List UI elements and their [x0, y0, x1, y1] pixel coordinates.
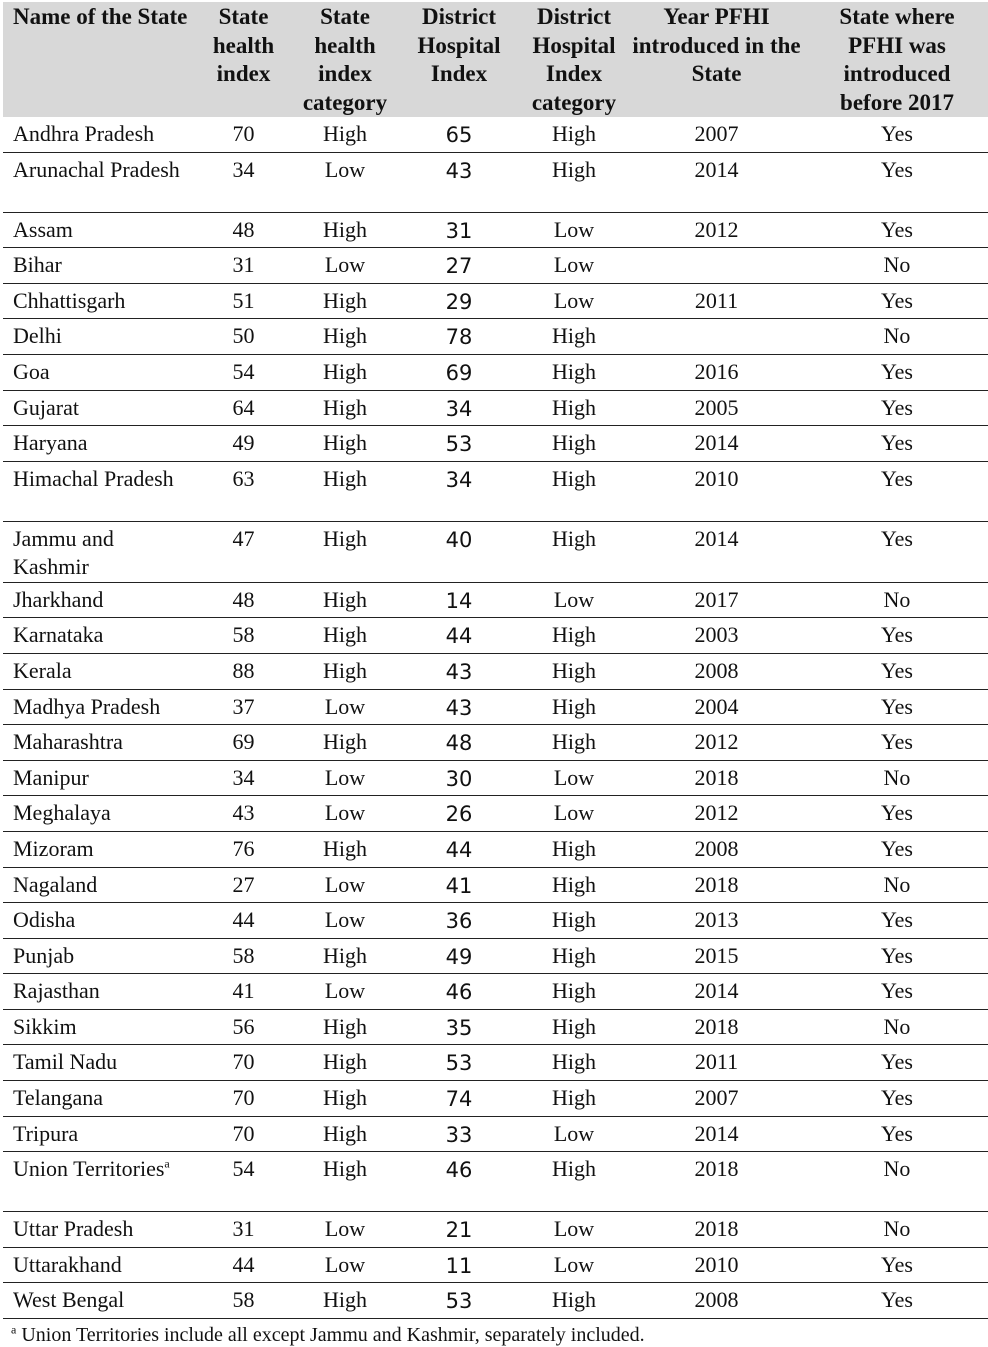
cell-year-pfhi-introduced: 2007 [627, 1081, 806, 1117]
cell-district-hospital-index: 40 [397, 521, 521, 582]
cell-district-hospital-index: 34 [397, 461, 521, 521]
cell-district-hospital-index-category: High [521, 390, 627, 426]
cell-state-health-index-category: Low [293, 1212, 397, 1248]
cell-state-health-index-category: High [293, 354, 397, 390]
cell-pfhi-before-2017: Yes [806, 354, 988, 390]
cell-state-name [3, 618, 194, 654]
state-name-text: West Bengal [13, 1287, 125, 1313]
table-row [3, 1152, 988, 1212]
state-name-text: Haryana [13, 430, 88, 456]
cell-state-health-index: 41 [194, 974, 293, 1010]
table-row [3, 390, 988, 426]
cell-district-hospital-index-category: High [521, 426, 627, 462]
cell-state-name [3, 1045, 194, 1081]
state-name-text: Uttar Pradesh [13, 1216, 134, 1242]
state-name-text: Jammu and Kashmir [13, 525, 114, 579]
cell-state-health-index: 64 [194, 390, 293, 426]
cell-pfhi-before-2017: Yes [806, 903, 988, 939]
state-name-text: Bihar [13, 252, 62, 278]
cell-state-health-index-category: High [293, 426, 397, 462]
cell-pfhi-before-2017: Yes [806, 521, 988, 582]
cell-district-hospital-index: 65 [397, 117, 521, 152]
cell-pfhi-before-2017: Yes [806, 653, 988, 689]
cell-district-hospital-index-category: High [521, 461, 627, 521]
cell-year-pfhi-introduced: 2012 [627, 725, 806, 761]
cell-state-name [3, 1081, 194, 1117]
cell-state-health-index-category: High [293, 938, 397, 974]
cell-district-hospital-index-category: High [521, 974, 627, 1010]
cell-pfhi-before-2017: Yes [806, 1045, 988, 1081]
cell-state-name [3, 938, 194, 974]
cell-year-pfhi-introduced: 2008 [627, 653, 806, 689]
cell-district-hospital-index: 21 [397, 1212, 521, 1248]
cell-district-hospital-index: 41 [397, 867, 521, 903]
cell-state-health-index-category: High [293, 1081, 397, 1117]
cell-pfhi-before-2017: Yes [806, 117, 988, 152]
cell-pfhi-before-2017: Yes [806, 938, 988, 974]
cell-pfhi-before-2017: Yes [806, 461, 988, 521]
header-district-hospital-index: District Hospital Index [397, 2, 521, 117]
cell-pfhi-before-2017: Yes [806, 1081, 988, 1117]
cell-district-hospital-index: 36 [397, 903, 521, 939]
table-row [3, 974, 988, 1010]
cell-district-hospital-index: 74 [397, 1081, 521, 1117]
cell-pfhi-before-2017: No [806, 319, 988, 355]
table-row [3, 248, 988, 284]
cell-state-name [3, 1247, 194, 1283]
cell-state-health-index-category: High [293, 1283, 397, 1319]
cell-state-name [3, 354, 194, 390]
cell-state-name [3, 1152, 194, 1212]
document [3, 2, 988, 1347]
cell-state-health-index-category: High [293, 319, 397, 355]
cell-state-health-index-category: Low [293, 248, 397, 284]
cell-district-hospital-index-category: High [521, 903, 627, 939]
cell-state-health-index: 34 [194, 760, 293, 796]
cell-state-health-index: 58 [194, 618, 293, 654]
state-name-text: Telangana [13, 1085, 104, 1111]
cell-year-pfhi-introduced: 2007 [627, 117, 806, 152]
table-row [3, 725, 988, 761]
cell-pfhi-before-2017: Yes [806, 426, 988, 462]
cell-year-pfhi-introduced [627, 248, 806, 284]
cell-state-health-index-category: High [293, 390, 397, 426]
table-row [3, 319, 988, 355]
header-district-hospital-index-category: District Hospital Index category [521, 2, 627, 117]
cell-pfhi-before-2017: Yes [806, 796, 988, 832]
cell-district-hospital-index: 30 [397, 760, 521, 796]
cell-year-pfhi-introduced: 2011 [627, 283, 806, 319]
cell-district-hospital-index: 46 [397, 1152, 521, 1212]
cell-pfhi-before-2017: No [806, 248, 988, 284]
table-row [3, 618, 988, 654]
table-row [3, 689, 988, 725]
cell-district-hospital-index-category: High [521, 1152, 627, 1212]
cell-state-name [3, 390, 194, 426]
cell-pfhi-before-2017: Yes [806, 974, 988, 1010]
state-name-text: Mizoram [13, 835, 94, 861]
cell-state-health-index: 70 [194, 1081, 293, 1117]
cell-year-pfhi-introduced: 2016 [627, 354, 806, 390]
cell-year-pfhi-introduced: 2018 [627, 1212, 806, 1248]
cell-pfhi-before-2017: Yes [806, 1283, 988, 1319]
cell-state-health-index-category: Low [293, 974, 397, 1010]
cell-district-hospital-index-category: Low [521, 796, 627, 832]
cell-district-hospital-index: 53 [397, 1045, 521, 1081]
table-row [3, 1247, 988, 1283]
cell-year-pfhi-introduced: 2004 [627, 689, 806, 725]
table-row [3, 760, 988, 796]
cell-year-pfhi-introduced: 2014 [627, 521, 806, 582]
cell-pfhi-before-2017: Yes [806, 283, 988, 319]
cell-pfhi-before-2017: Yes [806, 152, 988, 212]
state-name-text: Kerala [13, 657, 72, 683]
cell-district-hospital-index-category: High [521, 1045, 627, 1081]
cell-state-name [3, 796, 194, 832]
state-name-text: Punjab [13, 942, 75, 968]
table-row [3, 212, 988, 248]
header-row [3, 2, 988, 117]
state-name-text: Tripura [13, 1120, 79, 1146]
cell-state-health-index-category: High [293, 283, 397, 319]
cell-state-health-index: 48 [194, 582, 293, 618]
cell-year-pfhi-introduced: 2008 [627, 831, 806, 867]
cell-state-name [3, 1212, 194, 1248]
cell-district-hospital-index: 78 [397, 319, 521, 355]
cell-district-hospital-index-category: High [521, 725, 627, 761]
state-name-text: Union Territories [13, 1156, 165, 1182]
cell-year-pfhi-introduced: 2013 [627, 903, 806, 939]
cell-state-health-index-category: High [293, 618, 397, 654]
cell-district-hospital-index-category: High [521, 1009, 627, 1045]
cell-district-hospital-index: 49 [397, 938, 521, 974]
cell-state-name [3, 117, 194, 152]
cell-state-name [3, 1009, 194, 1045]
cell-state-health-index: 70 [194, 117, 293, 152]
cell-state-health-index-category: Low [293, 689, 397, 725]
cell-year-pfhi-introduced: 2015 [627, 938, 806, 974]
cell-district-hospital-index: 44 [397, 831, 521, 867]
header-pfhi-before-2017: State where PFHI was introduced before 2017 [806, 2, 988, 117]
cell-district-hospital-index-category: High [521, 152, 627, 212]
header-state-name: Name of the State [3, 2, 194, 117]
cell-state-health-index-category: High [293, 653, 397, 689]
cell-state-health-index: 27 [194, 867, 293, 903]
cell-state-name [3, 426, 194, 462]
table-row [3, 283, 988, 319]
cell-state-name [3, 212, 194, 248]
state-name-text: Chhattisgarh [13, 287, 126, 313]
table-row [3, 461, 988, 521]
cell-state-health-index-category: High [293, 1116, 397, 1152]
state-name-text: Gujarat [13, 394, 79, 420]
table-row [3, 582, 988, 618]
cell-state-health-index: 56 [194, 1009, 293, 1045]
state-name-text: Maharashtra [13, 729, 123, 755]
header-state-health-index: State health index [194, 2, 293, 117]
cell-district-hospital-index: 53 [397, 426, 521, 462]
cell-state-name [3, 1283, 194, 1319]
cell-district-hospital-index: 43 [397, 653, 521, 689]
cell-pfhi-before-2017: Yes [806, 1247, 988, 1283]
cell-pfhi-before-2017: Yes [806, 212, 988, 248]
footnote [3, 1319, 988, 1347]
cell-district-hospital-index: 26 [397, 796, 521, 832]
cell-year-pfhi-introduced: 2018 [627, 867, 806, 903]
cell-state-health-index-category: High [293, 582, 397, 618]
cell-year-pfhi-introduced: 2012 [627, 796, 806, 832]
cell-state-health-index-category: Low [293, 1247, 397, 1283]
cell-state-health-index-category: High [293, 521, 397, 582]
table-row [3, 117, 988, 152]
cell-state-health-index: 31 [194, 1212, 293, 1248]
cell-state-health-index: 63 [194, 461, 293, 521]
cell-district-hospital-index-category: High [521, 1081, 627, 1117]
cell-state-name [3, 974, 194, 1010]
cell-state-health-index-category: High [293, 831, 397, 867]
cell-district-hospital-index-category: High [521, 319, 627, 355]
cell-state-health-index: 34 [194, 152, 293, 212]
cell-district-hospital-index: 69 [397, 354, 521, 390]
cell-state-name [3, 319, 194, 355]
cell-district-hospital-index-category: Low [521, 283, 627, 319]
state-name-text: Jharkhand [13, 586, 104, 612]
cell-district-hospital-index: 34 [397, 390, 521, 426]
cell-state-health-index: 54 [194, 1152, 293, 1212]
cell-state-health-index: 70 [194, 1116, 293, 1152]
cell-state-name [3, 689, 194, 725]
cell-state-health-index-category: High [293, 1045, 397, 1081]
cell-pfhi-before-2017: No [806, 1152, 988, 1212]
cell-state-health-index-category: Low [293, 867, 397, 903]
cell-district-hospital-index-category: High [521, 831, 627, 867]
cell-state-name [3, 521, 194, 582]
cell-state-name [3, 283, 194, 319]
cell-district-hospital-index: 48 [397, 725, 521, 761]
cell-state-name [3, 461, 194, 521]
table-row [3, 796, 988, 832]
cell-district-hospital-index-category: High [521, 867, 627, 903]
cell-pfhi-before-2017: No [806, 760, 988, 796]
cell-district-hospital-index: 31 [397, 212, 521, 248]
cell-district-hospital-index-category: Low [521, 760, 627, 796]
table-row [3, 426, 988, 462]
cell-state-name [3, 903, 194, 939]
cell-year-pfhi-introduced: 2012 [627, 212, 806, 248]
cell-year-pfhi-introduced: 2014 [627, 974, 806, 1010]
cell-state-name [3, 582, 194, 618]
cell-state-health-index: 44 [194, 903, 293, 939]
cell-state-name [3, 248, 194, 284]
header-state-health-index-category: State health index category [293, 2, 397, 117]
state-name-text: Himachal Pradesh [13, 465, 174, 491]
cell-state-health-index-category: High [293, 725, 397, 761]
state-name-text: Arunachal Pradesh [13, 156, 180, 182]
cell-state-health-index: 51 [194, 283, 293, 319]
state-name-text: Rajasthan [13, 978, 100, 1004]
cell-district-hospital-index-category: Low [521, 1116, 627, 1152]
cell-state-health-index: 70 [194, 1045, 293, 1081]
footnote-text: Union Territories include all except Jammu and Kashmir, separately included. [16, 1324, 645, 1347]
cell-state-name [3, 1116, 194, 1152]
cell-state-health-index-category: Low [293, 796, 397, 832]
footnote-reference: a [164, 1156, 170, 1171]
cell-pfhi-before-2017: Yes [806, 831, 988, 867]
table-row [3, 938, 988, 974]
state-name-text: Karnataka [13, 622, 104, 648]
cell-state-name [3, 831, 194, 867]
cell-state-health-index: 43 [194, 796, 293, 832]
cell-district-hospital-index: 27 [397, 248, 521, 284]
cell-district-hospital-index-category: Low [521, 1212, 627, 1248]
state-name-text: Manipur [13, 764, 89, 790]
cell-state-health-index-category: High [293, 117, 397, 152]
cell-pfhi-before-2017: Yes [806, 689, 988, 725]
cell-pfhi-before-2017: No [806, 1009, 988, 1045]
cell-state-health-index-category: High [293, 1009, 397, 1045]
cell-state-name [3, 867, 194, 903]
footnote-marker: a [11, 1322, 17, 1337]
cell-pfhi-before-2017: No [806, 867, 988, 903]
cell-district-hospital-index-category: Low [521, 582, 627, 618]
cell-state-health-index: 76 [194, 831, 293, 867]
table-row [3, 1045, 988, 1081]
header-year-pfhi-introduced: Year PFHI introduced in the State [627, 2, 806, 117]
cell-year-pfhi-introduced [627, 319, 806, 355]
cell-year-pfhi-introduced: 2003 [627, 618, 806, 654]
state-name-text: Sikkim [13, 1013, 77, 1039]
cell-year-pfhi-introduced: 2014 [627, 426, 806, 462]
cell-year-pfhi-introduced: 2010 [627, 461, 806, 521]
cell-district-hospital-index-category: Low [521, 248, 627, 284]
pfhi-table [3, 2, 988, 1319]
state-name-text: Delhi [13, 323, 62, 349]
cell-state-health-index: 50 [194, 319, 293, 355]
cell-state-health-index: 47 [194, 521, 293, 582]
cell-district-hospital-index: 29 [397, 283, 521, 319]
cell-year-pfhi-introduced: 2017 [627, 582, 806, 618]
cell-year-pfhi-introduced: 2010 [627, 1247, 806, 1283]
cell-pfhi-before-2017: Yes [806, 725, 988, 761]
table-row [3, 831, 988, 867]
cell-district-hospital-index: 33 [397, 1116, 521, 1152]
cell-state-health-index: 48 [194, 212, 293, 248]
cell-district-hospital-index-category: High [521, 1283, 627, 1319]
state-name-text: Goa [13, 358, 50, 384]
table-row [3, 1212, 988, 1248]
cell-state-health-index-category: Low [293, 760, 397, 796]
cell-year-pfhi-introduced: 2018 [627, 1152, 806, 1212]
cell-year-pfhi-introduced: 2018 [627, 1009, 806, 1045]
cell-district-hospital-index: 43 [397, 152, 521, 212]
state-name-text: Odisha [13, 907, 76, 933]
cell-district-hospital-index-category: Low [521, 1247, 627, 1283]
cell-year-pfhi-introduced: 2008 [627, 1283, 806, 1319]
cell-state-health-index: 88 [194, 653, 293, 689]
table-row [3, 1283, 988, 1319]
table-row [3, 152, 988, 212]
state-name-text: Madhya Pradesh [13, 693, 161, 719]
cell-district-hospital-index-category: High [521, 653, 627, 689]
cell-state-name [3, 760, 194, 796]
cell-district-hospital-index: 46 [397, 974, 521, 1010]
cell-district-hospital-index-category: High [521, 354, 627, 390]
cell-district-hospital-index: 11 [397, 1247, 521, 1283]
state-name-text: Tamil Nadu [13, 1049, 118, 1075]
cell-state-name [3, 152, 194, 212]
cell-state-health-index: 58 [194, 1283, 293, 1319]
cell-state-name [3, 725, 194, 761]
cell-state-health-index: 31 [194, 248, 293, 284]
table-body [3, 117, 988, 1319]
state-name-text: Andhra Pradesh [13, 121, 155, 146]
cell-state-health-index-category: Low [293, 152, 397, 212]
cell-state-health-index: 54 [194, 354, 293, 390]
cell-year-pfhi-introduced: 2005 [627, 390, 806, 426]
cell-district-hospital-index-category: High [521, 618, 627, 654]
cell-year-pfhi-introduced: 2011 [627, 1045, 806, 1081]
cell-pfhi-before-2017: Yes [806, 390, 988, 426]
cell-pfhi-before-2017: Yes [806, 1116, 988, 1152]
cell-district-hospital-index-category: High [521, 938, 627, 974]
table-row [3, 1009, 988, 1045]
cell-district-hospital-index: 44 [397, 618, 521, 654]
cell-pfhi-before-2017: Yes [806, 618, 988, 654]
table-row [3, 867, 988, 903]
cell-year-pfhi-introduced: 2014 [627, 152, 806, 212]
state-name-text: Meghalaya [13, 800, 111, 826]
table-row [3, 354, 988, 390]
cell-state-health-index-category: Low [293, 903, 397, 939]
cell-state-name [3, 653, 194, 689]
cell-state-health-index-category: High [293, 212, 397, 248]
cell-district-hospital-index: 43 [397, 689, 521, 725]
table-row [3, 653, 988, 689]
state-name-text: Nagaland [13, 871, 98, 897]
cell-district-hospital-index-category: High [521, 521, 627, 582]
cell-district-hospital-index-category: High [521, 117, 627, 152]
cell-state-health-index-category: High [293, 1152, 397, 1212]
cell-state-health-index: 37 [194, 689, 293, 725]
state-name-text: Uttarakhand [13, 1251, 122, 1277]
cell-state-health-index: 58 [194, 938, 293, 974]
cell-year-pfhi-introduced: 2018 [627, 760, 806, 796]
cell-year-pfhi-introduced: 2014 [627, 1116, 806, 1152]
cell-state-health-index-category: High [293, 461, 397, 521]
cell-state-health-index: 69 [194, 725, 293, 761]
table-row [3, 1081, 988, 1117]
cell-district-hospital-index: 53 [397, 1283, 521, 1319]
cell-pfhi-before-2017: No [806, 1212, 988, 1248]
table-row [3, 521, 988, 582]
cell-district-hospital-index-category: High [521, 689, 627, 725]
cell-district-hospital-index-category: Low [521, 212, 627, 248]
cell-district-hospital-index: 35 [397, 1009, 521, 1045]
cell-state-health-index: 49 [194, 426, 293, 462]
table-row [3, 1116, 988, 1152]
cell-state-health-index: 44 [194, 1247, 293, 1283]
table-header [3, 2, 988, 117]
table-row [3, 903, 988, 939]
state-name-text: Assam [13, 216, 73, 242]
cell-pfhi-before-2017: No [806, 582, 988, 618]
cell-district-hospital-index: 14 [397, 582, 521, 618]
